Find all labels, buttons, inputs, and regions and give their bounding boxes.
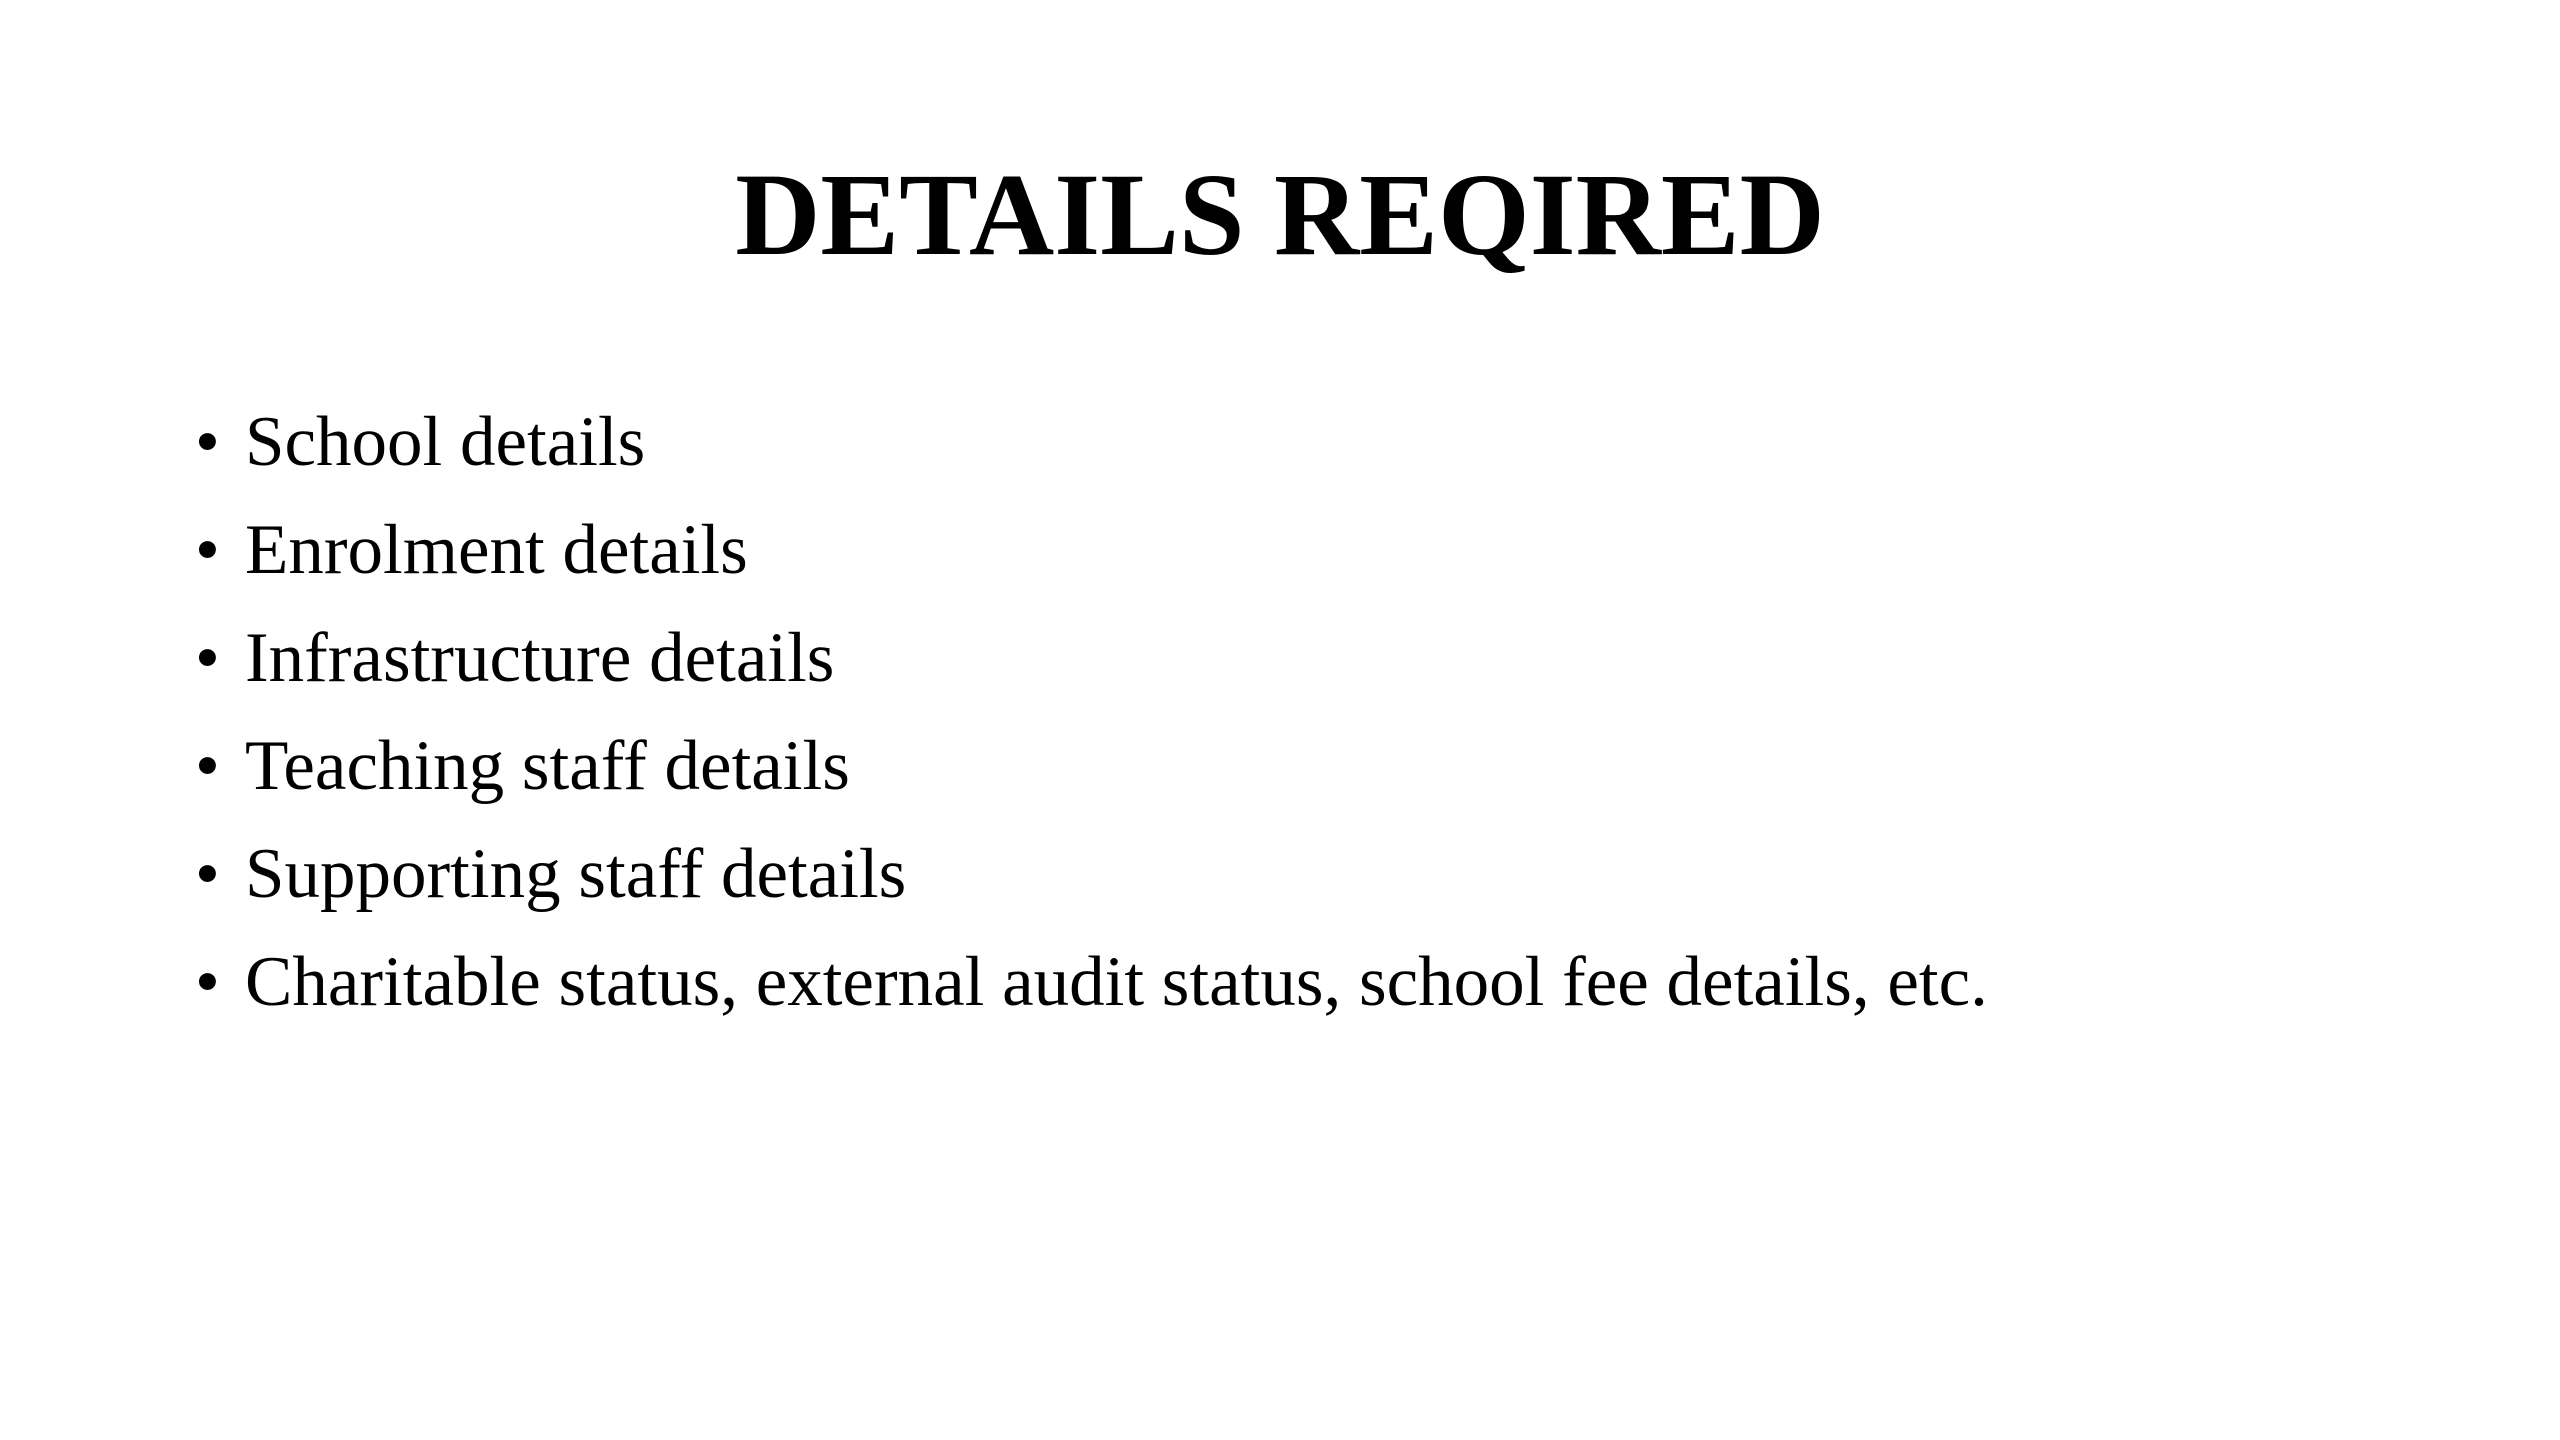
bullet-text: Supporting staff details — [245, 835, 907, 913]
bullet-text: Infrastructure details — [245, 619, 835, 697]
bullet-item-supporting-staff-details — [195, 820, 1988, 928]
bullet-icon: • — [195, 403, 220, 481]
bullet-icon: • — [195, 727, 220, 805]
bullet-icon: • — [195, 619, 220, 697]
bullet-text: Charitable status, external audit status, school fee details, etc. — [245, 943, 1988, 1021]
bullet-list — [195, 388, 1988, 1036]
bullet-text: School details — [245, 403, 646, 481]
bullet-icon: • — [195, 835, 220, 913]
bullet-item-teaching-staff-details — [195, 712, 1988, 820]
slide-title: DETAILS REQIRED — [735, 149, 1825, 280]
bullet-icon: • — [195, 511, 220, 589]
bullet-icon: • — [195, 943, 220, 1021]
bullet-item-charitable-status — [195, 928, 1988, 1036]
bullet-item-infrastructure-details — [195, 604, 1988, 712]
bullet-item-school-details — [195, 388, 1988, 496]
bullet-item-enrolment-details — [195, 496, 1988, 604]
bullet-text: Teaching staff details — [245, 727, 850, 805]
bullet-text: Enrolment details — [245, 511, 748, 589]
